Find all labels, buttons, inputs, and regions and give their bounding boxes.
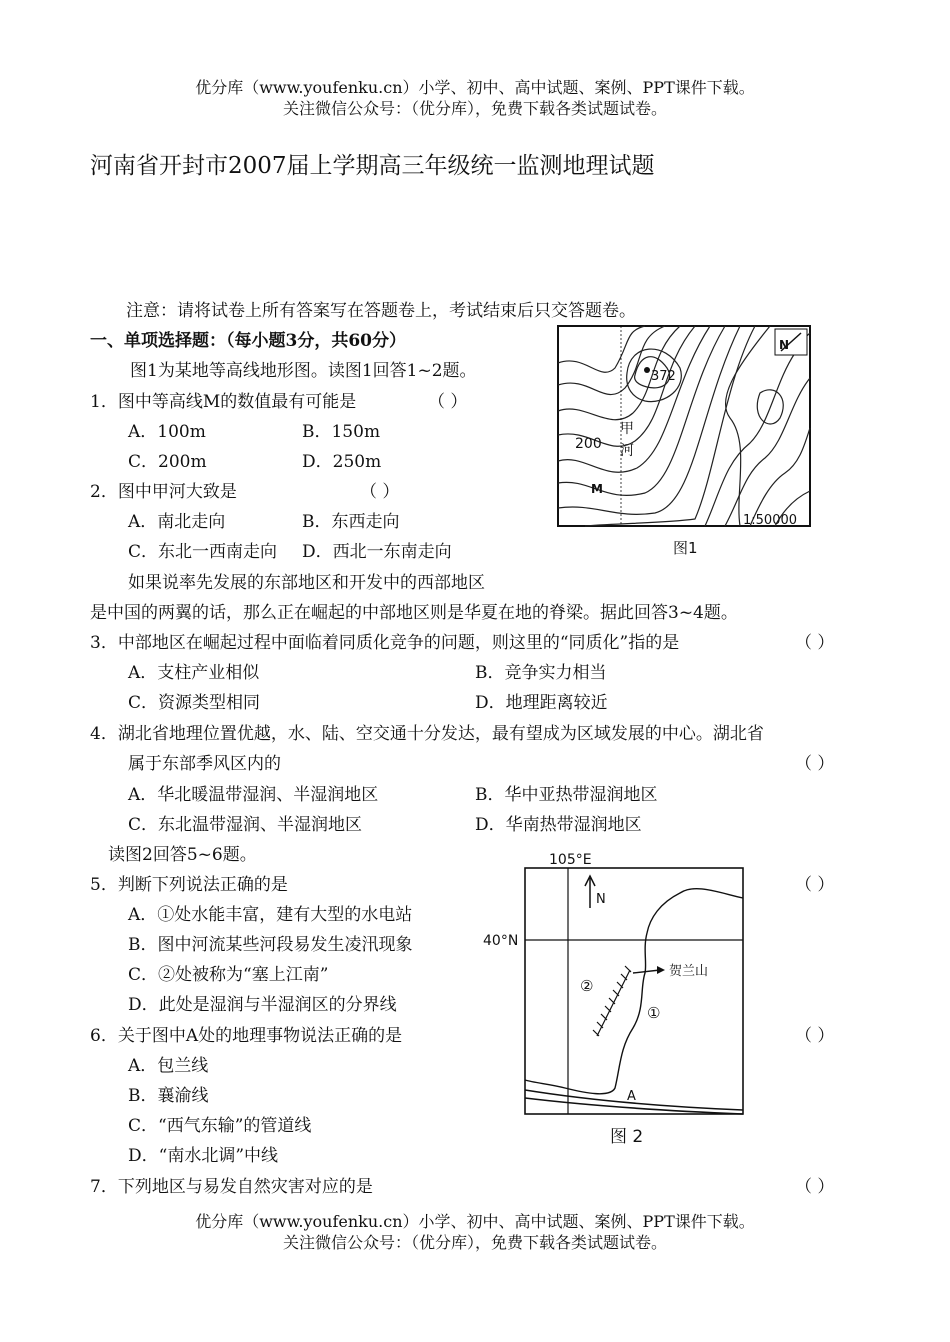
q1-option-a: A．100m: [128, 422, 206, 442]
fig1-label-m: M: [591, 482, 603, 496]
fig1-caption: 图1: [673, 539, 698, 557]
header-line-2: 关注微信公众号：（优分库），免费下载各类试题试卷。: [282, 99, 667, 118]
q2-answer-blank: （ ）: [360, 482, 400, 502]
q5-option-a: A．①处水能丰富，建有大型的水电站: [128, 905, 413, 925]
q1-option-c: C．200m: [128, 452, 207, 472]
q4-option-b: B．华中亚热带湿润地区: [475, 785, 658, 805]
q6-option-a: A．包兰线: [128, 1056, 209, 1076]
q1-answer-blank: （ ）: [428, 392, 468, 412]
intro-fig1: 图1为某地等高线地形图。读图1回答1~2题。: [130, 361, 477, 381]
q3-option-b: B．竞争实力相当: [475, 663, 607, 683]
q3-option-c: C．资源类型相同: [128, 693, 261, 713]
fig1-river-char-1: 甲: [620, 421, 634, 437]
intro-34-line-2: 是中国的两翼的话，那么正在崛起的中部地区则是华夏在地的脊梁。据此回答3~4题。: [90, 603, 738, 623]
q6-option-b: B．襄渝线: [128, 1086, 209, 1106]
fig2-mountain-label: 贺兰山: [669, 964, 709, 979]
fig2-mark-a: A: [627, 1089, 636, 1104]
fig2-north-label: N: [596, 892, 606, 907]
q5-option-c: C．②处被称为“塞上江南”: [128, 965, 329, 985]
figure-2-region-map: [475, 848, 750, 1153]
fig2-caption: 图 2: [610, 1127, 644, 1147]
q6-option-d: D．“南水北调”中线: [128, 1146, 279, 1166]
q3-answer-blank: （ ）: [795, 633, 835, 653]
notice: 注意：请将试卷上所有答案写在答题卷上，考试结束后只交答题卷。: [126, 301, 636, 321]
q5-answer-blank: （ ）: [795, 875, 835, 895]
q1-stem: 1．图中等高线M的数值最有可能是: [90, 392, 357, 412]
footer-line-1: 优分库（www.youfenku.cn）小学、初中、高中试题、案例、PPT课件下载。: [195, 1212, 755, 1231]
q3-option-a: A．支柱产业相似: [128, 663, 260, 683]
section-heading: 一、单项选择题：（每小题3分，共60分）: [90, 331, 406, 351]
fig2-lon-label: 105°E: [549, 852, 592, 868]
q2-option-a: A．南北走向: [128, 512, 226, 532]
q2-stem: 2．图中甲河大致是: [90, 482, 237, 502]
q6-option-c: C．“西气东输”的管道线: [128, 1116, 312, 1136]
q7-stem: 7．下列地区与易发自然灾害对应的是: [90, 1177, 373, 1197]
intro-fig2: 读图2回答5~6题。: [108, 845, 257, 865]
q4-answer-blank: （ ）: [795, 754, 835, 774]
fig2-mark-2: ②: [580, 977, 594, 995]
q5-option-d: D．此处是湿润与半湿润区的分界线: [128, 995, 397, 1015]
q4-option-a: A．华北暖温带湿润、半湿润地区: [128, 785, 379, 805]
q2-option-c: C．东北一西南走向: [128, 542, 278, 562]
q4-stem-line-1: 4．湖北省地理位置优越，水、陆、空交通十分发达，最有望成为区域发展的中心。湖北省: [90, 724, 764, 744]
q4-stem-line-2: 属于东部季风区内的: [128, 754, 281, 774]
q7-answer-blank: （ ）: [795, 1177, 835, 1197]
fig1-river-char-2: 河: [620, 443, 634, 459]
footer-line-2: 关注微信公众号：（优分库），免费下载各类试题试卷。: [282, 1233, 667, 1252]
page-title: 河南省开封市2007届上学期高三年级统一监测地理试题: [90, 153, 655, 179]
fig2-frame: [525, 868, 743, 1114]
fig1-label-372: 372: [651, 369, 676, 384]
q3-option-d: D．地理距离较近: [475, 693, 608, 713]
q2-option-d: D．西北一东南走向: [302, 542, 452, 562]
fig2-lat-label: 40°N: [483, 933, 519, 949]
q4-option-d: D．华南热带湿润地区: [475, 815, 642, 835]
q1-option-d: D．250m: [302, 452, 382, 472]
q4-option-c: C．东北温带湿润、半湿润地区: [128, 815, 363, 835]
fig2-mark-1: ①: [647, 1004, 661, 1022]
q2-option-b: B．东西走向: [302, 512, 400, 532]
fig1-scale: 1:50000: [743, 513, 798, 528]
q1-option-b: B．150m: [302, 422, 381, 442]
fig1-summit-dot: [644, 367, 650, 373]
q5-option-b: B．图中河流某些河段易发生凌汛现象: [128, 935, 413, 955]
q5-stem: 5．判断下列说法正确的是: [90, 875, 288, 895]
figure-1-contour-map: [555, 323, 815, 563]
intro-34-line-1: 如果说率先发展的东部地区和开发中的西部地区: [128, 573, 485, 593]
q6-stem: 6．关于图中A处的地理事物说法正确的是: [90, 1026, 403, 1046]
fig1-north-label: N: [779, 338, 790, 352]
header-line-1: 优分库（www.youfenku.cn）小学、初中、高中试题、案例、PPT课件下载。: [195, 78, 755, 97]
q3-stem: 3．中部地区在崛起过程中面临着同质化竞争的问题，则这里的“同质化”指的是: [90, 633, 680, 653]
fig1-label-200: 200: [575, 436, 602, 452]
q6-answer-blank: （ ）: [795, 1026, 835, 1046]
